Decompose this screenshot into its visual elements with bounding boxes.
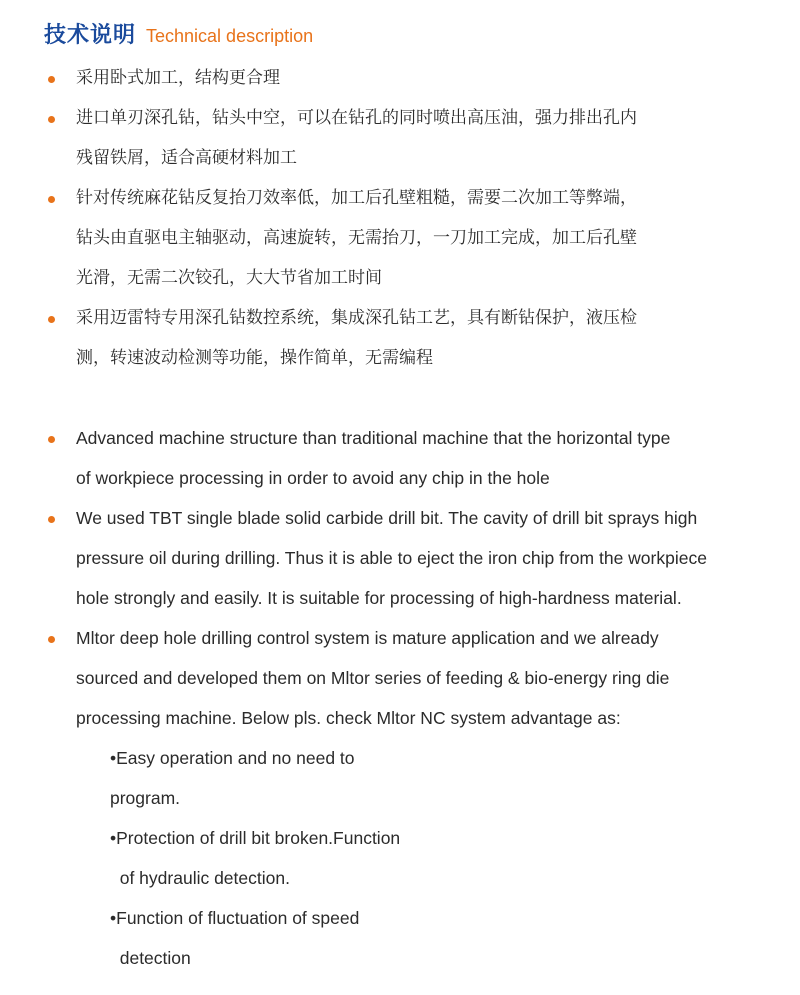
bullet-dot-icon <box>48 516 55 523</box>
list-item-text: Advanced machine structure than traditional machine that the horizontal type <box>76 428 671 448</box>
sublist-item-text: of hydraulic detection. <box>110 868 290 888</box>
list-item-text: 光滑，无需二次铰孔，大大节省加工时间 <box>76 268 382 288</box>
title-chinese: 技术说明 <box>44 23 137 48</box>
list-item-text: sourced and developed them on Mltor series of feeding & bio-energy ring die <box>76 668 670 688</box>
bullet-dot-icon <box>48 76 55 83</box>
bullet-dot-icon <box>48 196 55 203</box>
sublist-item-text: detection <box>110 948 191 968</box>
bullet-dot-icon <box>48 436 55 443</box>
title-english: Technical description <box>146 26 314 46</box>
bullet-dot-icon <box>48 636 55 643</box>
list-item-text: 残留铁屑，适合高硬材料加工 <box>76 148 297 168</box>
list-item-text: We used TBT single blade solid carbide drill bit. The cavity of drill bit sprays high <box>76 508 698 528</box>
sublist-item-text: •Function of fluctuation of speed <box>110 908 360 928</box>
sublist-item-text: program. <box>110 788 181 808</box>
list-item-text: hole strongly and easily. It is suitable for processing of high-hardness material. <box>76 588 682 608</box>
bullet-dot-icon <box>48 116 55 123</box>
list-item-text: 钻头由直驱电主轴驱动，高速旋转，无需抬刀，一刀加工完成，加工后孔壁 <box>76 228 637 248</box>
list-item-text: 采用卧式加工，结构更合理 <box>76 68 280 88</box>
list-item-text: processing machine. Below pls. check Mltor NC system advantage as: <box>76 708 621 728</box>
sublist-item-text: •Protection of drill bit broken.Function <box>110 828 401 848</box>
list-item-text: 测，转速波动检测等功能，操作简单，无需编程 <box>76 348 433 368</box>
list-item-text: pressure oil during drilling. Thus it is able to eject the iron chip from the workpiece <box>76 548 707 568</box>
list-item-text: Mltor deep hole drilling control system is mature application and we already <box>76 628 659 648</box>
bullet-dot-icon <box>48 316 55 323</box>
list-item-text: 针对传统麻花钻反复抬刀效率低，加工后孔壁粗糙，需要二次加工等弊端， <box>76 188 637 208</box>
section-header <box>44 18 313 49</box>
list-item-text: 进口单刃深孔钻，钻头中空，可以在钻孔的同时喷出高压油，强力排出孔内 <box>76 108 637 128</box>
sublist-item-text: •Easy operation and no need to <box>110 748 355 768</box>
list-item-text: of workpiece processing in order to avoid any chip in the hole <box>76 468 550 488</box>
list-item-text: 采用迈雷特专用深孔钻数控系统，集成深孔钻工艺，具有断钻保护，液压检 <box>76 308 637 328</box>
